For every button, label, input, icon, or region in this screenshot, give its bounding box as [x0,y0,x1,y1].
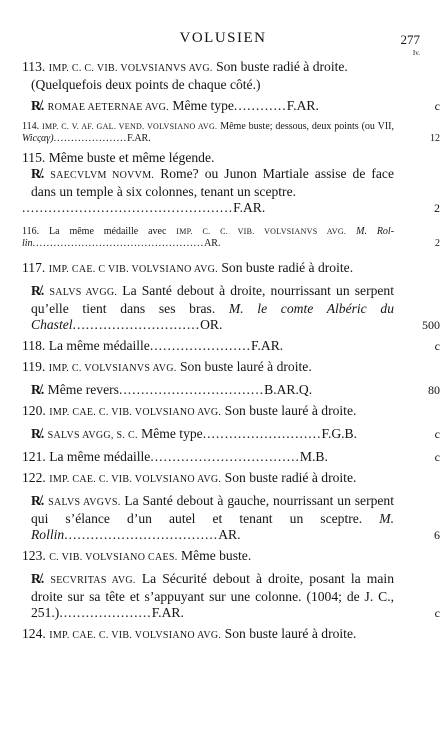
entry-115-reverse: R̸. SAECVLVM NOVVM. Rome? ou Junon Martiale assise de face dans un temple à six colonnes, tenant un sceptre. [31,166,394,199]
entry-115-reverse-price: ................................................F.AR. 2 [22,200,440,215]
entry-121: 121. La même médaille..................................M.B. c [22,449,440,464]
entry-118: 118. La même médaille.......................F.AR. c [22,338,440,353]
entry-117: 117. IMP. CAE. C VIB. VOLVSIANO AVG. Son buste radié à droite. [22,260,354,275]
entry-113: 113. IMP. C. C. VIB. VOLVSIANVS AVG. Son buste radié à droite. [22,59,348,74]
margin-mark: Iv. [412,49,420,57]
entry-115: 115. Même buste et même légende. [22,150,215,165]
entry-114: 114. IMP. C. V. AF. GAL. VEND. VOLVSIANO AVG. Même buste; dessous, deux points (ou VII, Wicςαγ).....................F.AR. 12 [22,121,440,144]
entry-123: 123. C. VIB. VOLVSIANO CAES. Même buste. [22,548,252,563]
entry-116: 116. La même médaille avec IMP. C. C. VIB. VOLVSIANVS AVG. M. Rol-lin.................................................AR. 2 [22,226,440,249]
page-number: 277 [400,32,420,47]
entry-122-reverse: R̸. SALVS AVGVS. La Santé debout à gauche, nourrissant un serpent qui s’élance d’un autel et tenant un sceptre. M. Rollin...................................AR. 6 [31,493,440,542]
entry-123-reverse: R̸. SECVRITAS AVG. La Sécurité debout à droite, posant la main droite sur sa tête et s’appuyant sur une colonne. (1004; de J. C., 251.).....................F.AR. c [31,571,440,620]
entry-120-reverse: R̸. SALVS AVGG, S. C. Même type...........................F.G.B. c [31,426,440,441]
entry-119: 119. IMP. C. VOLVSIANVS AVG. Son buste lauré à droite. [22,359,312,374]
running-title: VOLUSIEN [179,30,267,46]
entry-120: 120. IMP. CAE. C. VIB. VOLVSIANO AVG. Son buste lauré à droite. [22,403,357,418]
entry-113-note: (Quelquefois deux points de chaque côté.) [31,77,261,92]
entry-124: 124. IMP. CAE. C. VIB. VOLVSIANO AVG. Son buste lauré à droite. [22,626,357,641]
entry-122: 122. IMP. CAE. C. VIB. VOLVSIANO AVG. Son buste radié à droite. [22,470,357,485]
catalogue-text [22,59,440,644]
page-header [0,30,446,57]
entry-119-reverse: R̸. Même revers.................................B.AR.Q. 80 [31,382,440,397]
entry-117-reverse: R̸. SALVS AVGG. La Santé debout à droite, nourrissant un serpent qu’elle tient dans ses bras. M. le comte Albéric du Chastel.............................OR. 500 [31,283,440,332]
entry-113-reverse: R̸. ROMAE AETERNAE AVG. Même type............F.AR. c [31,98,440,113]
